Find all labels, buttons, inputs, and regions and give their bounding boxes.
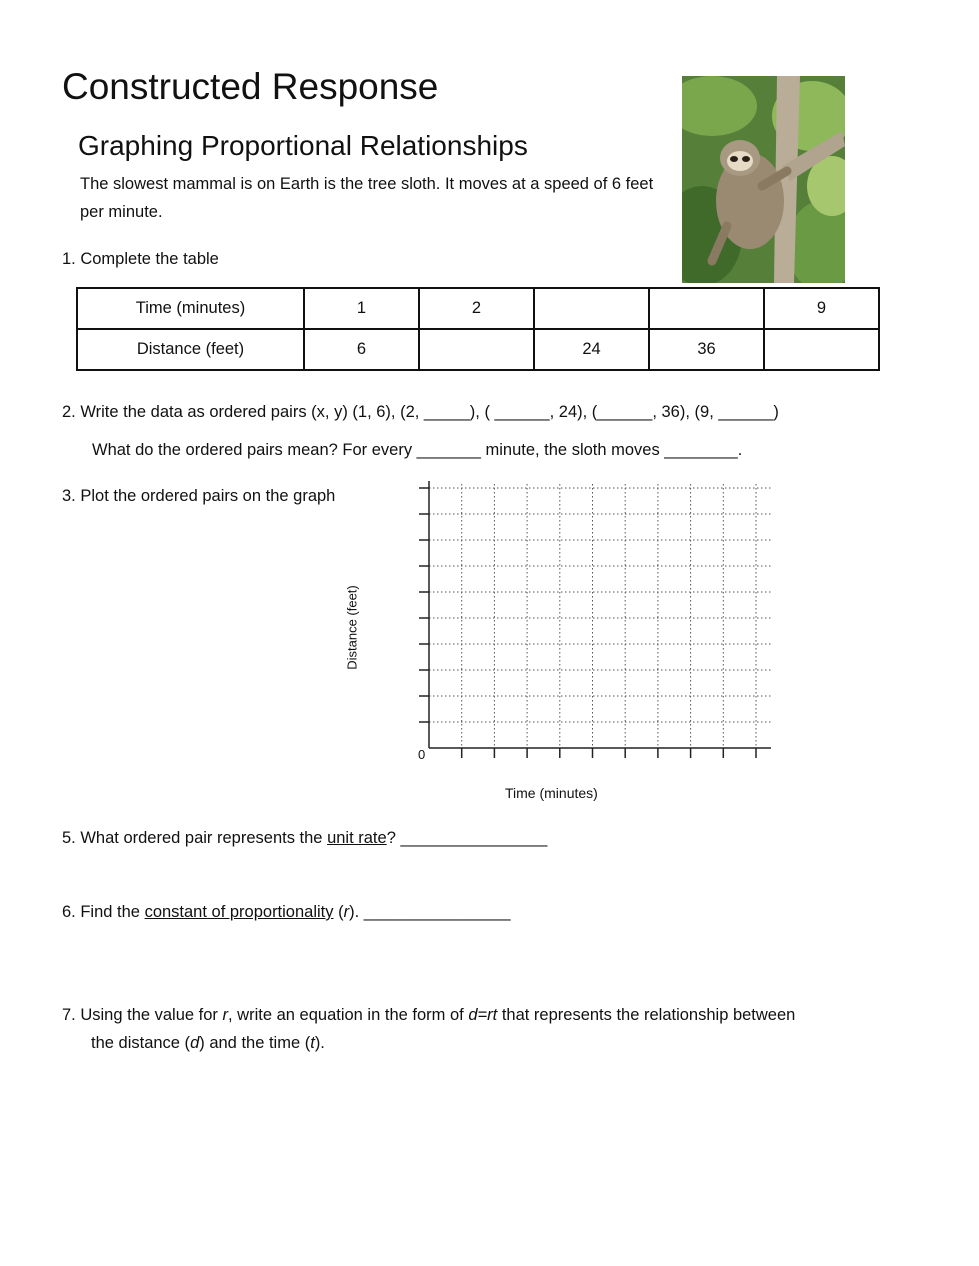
data-table: [76, 287, 880, 371]
table-cell: 2: [419, 288, 534, 329]
question-5-prefix: 5. What ordered pair represents the: [62, 829, 328, 847]
question-3-label: 3. Plot the ordered pairs on the graph: [62, 487, 336, 505]
time-header-cell: Time (minutes): [77, 288, 304, 329]
unit-rate-term: unit rate: [327, 829, 387, 847]
var-r: r: [343, 903, 350, 921]
q7-text: ) and the time (: [199, 1034, 311, 1052]
question-5: [62, 829, 547, 848]
table-cell: 9: [764, 288, 879, 329]
var-t: t: [310, 1034, 315, 1052]
table-cell: [764, 329, 879, 370]
table-cell: 1: [304, 288, 419, 329]
table-cell: 24: [534, 329, 649, 370]
graph-x-label: Time (minutes): [505, 785, 598, 801]
table-cell: 6: [304, 329, 419, 370]
question-6-prefix: 6. Find the: [62, 903, 145, 921]
question-6-suffix: ). ________________: [349, 903, 511, 921]
constant-term: constant of proportionality: [144, 903, 334, 921]
table-cell: [649, 288, 764, 329]
sloth-photo: [682, 76, 845, 283]
question-2-line2: What do the ordered pairs mean? For every _______ minute, the sloth moves ________.: [92, 441, 743, 459]
question-6: [62, 903, 511, 922]
graph-y-label: Distance (feet): [344, 585, 360, 670]
intro-text: The slowest mammal is on Earth is the tree sloth. It moves at a speed of 6 feet per minute.: [80, 175, 654, 221]
page-subtitle: Graphing Proportional Relationships: [78, 130, 528, 161]
question-5-suffix: ? ________________: [386, 829, 548, 847]
table-cell: [534, 288, 649, 329]
distance-row: [77, 329, 879, 370]
equation: d=rt: [468, 1006, 498, 1024]
question-1-label: 1. Complete the table: [62, 250, 219, 268]
blank-graph: [414, 476, 776, 758]
var-d: d: [190, 1034, 200, 1052]
time-row: [77, 288, 879, 329]
graph-origin-label: 0: [418, 747, 426, 762]
q7-text: , write an equation in the form of: [228, 1006, 469, 1024]
distance-header-cell: Distance (feet): [77, 329, 304, 370]
q7-text: ).: [314, 1034, 325, 1052]
table-cell: 36: [649, 329, 764, 370]
question-7-line1: [62, 1006, 795, 1025]
var-r: r: [222, 1006, 229, 1024]
question-2-line1: 2. Write the data as ordered pairs (x, y) (1, 6), (2, _____), ( ______, 24), (______, 36), (9, ______): [62, 403, 779, 421]
question-7-line2: [91, 1034, 325, 1053]
table-cell: [419, 329, 534, 370]
q7-text: that represents the relationship between: [497, 1006, 796, 1024]
q7-text: 7. Using the value for: [62, 1006, 223, 1024]
q7-text: the distance (: [91, 1034, 191, 1052]
page-title: Constructed Response: [62, 66, 439, 107]
question-6-mid: (: [333, 903, 344, 921]
